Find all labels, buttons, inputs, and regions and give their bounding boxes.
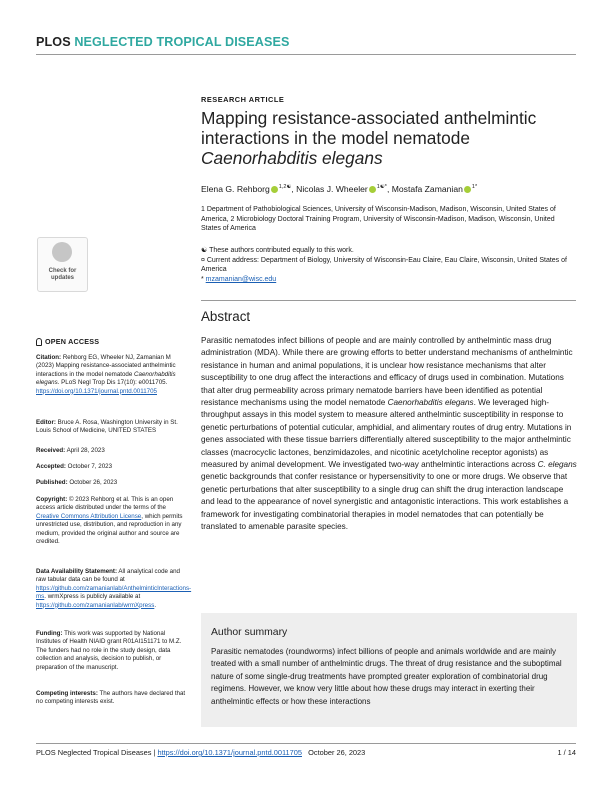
data-availability-label: Data Availability Statement:: [36, 568, 118, 575]
copyright-text-end: , which permits unrestricted use, distribution, and reproduction in any medium, provided the original author and source are credited.: [36, 512, 183, 546]
abstract-divider: [201, 300, 576, 301]
code-repository-link[interactable]: https://github.com/zamanianlab/AnthelminticInteractions-ms: [36, 584, 192, 601]
editor: [36, 419, 186, 436]
license-link[interactable]: Creative Commons Attribution License: [36, 512, 142, 520]
email-marker: *: [201, 275, 206, 283]
article-type: RESEARCH ARTICLE: [201, 95, 285, 104]
check-for-updates-icon: [52, 242, 72, 262]
abstract-text-part: Parasitic nematodes infect billions of people and are mainly controlled by anthelmintic mass drug administration (MDA). While there are growing efforts to better understand mechanisms of anthelmintic resistance in human and animal populations, it is unclear how resistance mechanisms that alter susceptibility to one drug affect the interactions and efficacy of drugs used in combination. Mutations that alter drug permeability across primary nematode barriers have been identified as potential resistance mechanisms using the model nematode: [201, 336, 573, 408]
orcid-icon[interactable]: [271, 186, 278, 193]
competing-interests: [36, 690, 186, 707]
editor-text: Bruce A. Rosa, Washington University in St. Louis School of Medicine, UNITED STATES: [36, 419, 178, 435]
affiliations: 1 Department of Pathobiological Sciences, University of Wisconsin-Madison, Madison, Wisconsin, United States of America, 2 Microbiology Doctoral Training Program, University of Wisconsin-Madison, Madison, Wisconsin, United States of America: [201, 206, 556, 233]
equal-contribution-note: ☯ These authors contributed equally to this work.: [201, 247, 354, 254]
footer-divider: [36, 743, 576, 744]
author-notes: [201, 246, 576, 284]
author-affiliation-marker: 1*: [471, 184, 478, 190]
journal-header: [36, 35, 290, 49]
copyright-label: Copyright:: [36, 496, 68, 503]
footer-separator: |: [151, 748, 158, 757]
title-line-3: Caenorhabditis elegans: [201, 148, 383, 168]
data-availability: [36, 568, 192, 610]
abstract-species: Caenorhabditis elegans: [387, 398, 474, 408]
current-address-note: ¤ Current address: Department of Biology, University of Wisconsin-Eau Claire, Eau Claire, Wisconsin, United States of America: [201, 256, 567, 274]
received-text: April 28, 2023: [65, 447, 105, 454]
page-number: 1 / 14: [557, 748, 576, 757]
author-affiliation-marker: 1,2☯: [278, 184, 292, 190]
funding: [36, 630, 186, 672]
citation-label: Citation:: [36, 354, 62, 361]
check-for-updates-line-1: Check for: [48, 268, 77, 274]
editor-label: Editor:: [36, 419, 56, 426]
author-summary-heading: Author summary: [211, 627, 288, 638]
wrmxpress-link[interactable]: https://github.com/zamanianlab/wrmXpress: [36, 601, 155, 609]
published-date: [36, 479, 186, 487]
copyright: [36, 496, 186, 546]
data-availability-text-middle: . wrmXpress is publicly available at: [44, 593, 141, 601]
footer-date: October 26, 2023: [308, 748, 366, 757]
funding-label: Funding:: [36, 630, 63, 637]
open-access-label: [36, 337, 99, 346]
check-for-updates-label: [37, 268, 88, 281]
orcid-icon[interactable]: [464, 186, 471, 193]
abstract-species: C. elegans: [537, 460, 577, 470]
footer-citation: [36, 748, 365, 757]
citation-doi-link[interactable]: https://doi.org/10.1371/journal.pntd.0011705: [36, 387, 157, 395]
corresponding-email-note: [201, 275, 576, 285]
footer-doi-link[interactable]: https://doi.org/10.1371/journal.pntd.0011705: [157, 748, 302, 757]
data-availability-text: All analytical code and raw tabular data can be found at: [36, 568, 180, 584]
published-label: Published:: [36, 479, 68, 486]
corresponding-email-link[interactable]: mzamanian@wisc.edu: [205, 275, 277, 283]
abstract-heading: Abstract: [201, 309, 251, 324]
author-summary-text: Parasitic nematodes (roundworms) infect billions of people and animals worldwide and are mainly treated with a small number of anthelmintic drugs. The threat of drug resistance and the suboptimal nature of some single-drug treatments have prompted greater exploration of combinatorial drug regimens. However, we know very little about how these drugs may interact in exerting their anthelmintic effects or how these interactions: [211, 647, 562, 706]
accepted-date: [36, 463, 186, 471]
citation-text-end: . PLoS Negl Trop Dis 17(10): e0011705.: [57, 379, 168, 387]
data-availability-text-end: .: [154, 601, 157, 609]
abstract-text-part: genetic backgrounds that confer resistance or hypersensitivity to one or more drugs. We observe that genetic perturbations that alter susceptibility to a single drug can shift the drug interaction landscape and lead to the appearance of novel synergistic and antagonistic interactions. This work establishes a framework for investigating combinatorial therapies in model nematodes that can potentially be translated to amenable parasite species.: [201, 472, 569, 532]
competing-interests-text: The authors have declared that no competing interests exist.: [36, 690, 186, 706]
abstract-text: [201, 335, 577, 534]
citation-species: Caenorhabditis elegans: [36, 370, 176, 387]
competing-interests-label: Competing interests:: [36, 690, 98, 697]
header-divider: [36, 54, 576, 55]
copyright-text: © 2023 Rehborg et al. This is an open access article distributed under the terms of the: [36, 496, 174, 512]
citation: [36, 354, 186, 396]
received-label: Received:: [36, 447, 66, 454]
author-name[interactable]: Mostafa Zamanian: [391, 184, 463, 194]
title-line-1: Mapping resistance-associated anthelmintic: [201, 108, 537, 128]
journal-name: NEGLECTED TROPICAL DISEASES: [74, 35, 290, 49]
open-access-text: OPEN ACCESS: [45, 337, 100, 346]
accepted-text: October 7, 2023: [65, 463, 113, 470]
citation-text: Rehborg EG, Wheeler NJ, Zamanian M (2023) Mapping resistance-associated anthelmintic interactions in the model nematode: [36, 354, 176, 378]
author-affiliation-marker: 1☯*: [376, 184, 387, 190]
orcid-icon[interactable]: [369, 186, 376, 193]
author-name[interactable]: Nicolas J. Wheeler: [296, 184, 368, 194]
accepted-label: Accepted:: [36, 463, 66, 470]
published-text: October 26, 2023: [67, 479, 118, 486]
author-list: Elena G. Rehborg $^{1,2☯}$, Nicolas J. Wheeler $^{1☯*}$, Mostafa Zamanian $^{1*}$: [201, 184, 478, 194]
received-date: [36, 447, 186, 455]
funding-text: This work was supported by National Institutes of Health NIAID grant R01AI151171 to M.Z. The funders had no role in the study design, data collection and analysis, decision to publish, or preparation of the manuscript.: [36, 630, 182, 671]
title-line-2: interactions in the model nematode: [201, 128, 470, 148]
footer-journal: PLOS Neglected Tropical Diseases: [36, 748, 152, 757]
open-lock-icon: [36, 338, 42, 346]
abstract-text-part: . We leveraged high-throughput assays in this model system to measure altered anthelmintic susceptibility in response to genetic perturbations of potential cuticular, amphidial, and alimentary routes of drug entry. Mutations in genes associated with these tissue barriers differentially altered susceptibility to the major anthelmintic classes (macrocyclic lactones, benzimidazoles, and nicotinic acetylcholine receptor agonists) as measured by animal development. We investigated two-way anthelmintic interactions across: [201, 398, 572, 470]
author-name[interactable]: Elena G. Rehborg: [201, 184, 270, 194]
article-title: [201, 108, 571, 168]
check-for-updates-line-2: updates: [50, 274, 74, 281]
journal-brand: PLOS: [36, 35, 71, 49]
